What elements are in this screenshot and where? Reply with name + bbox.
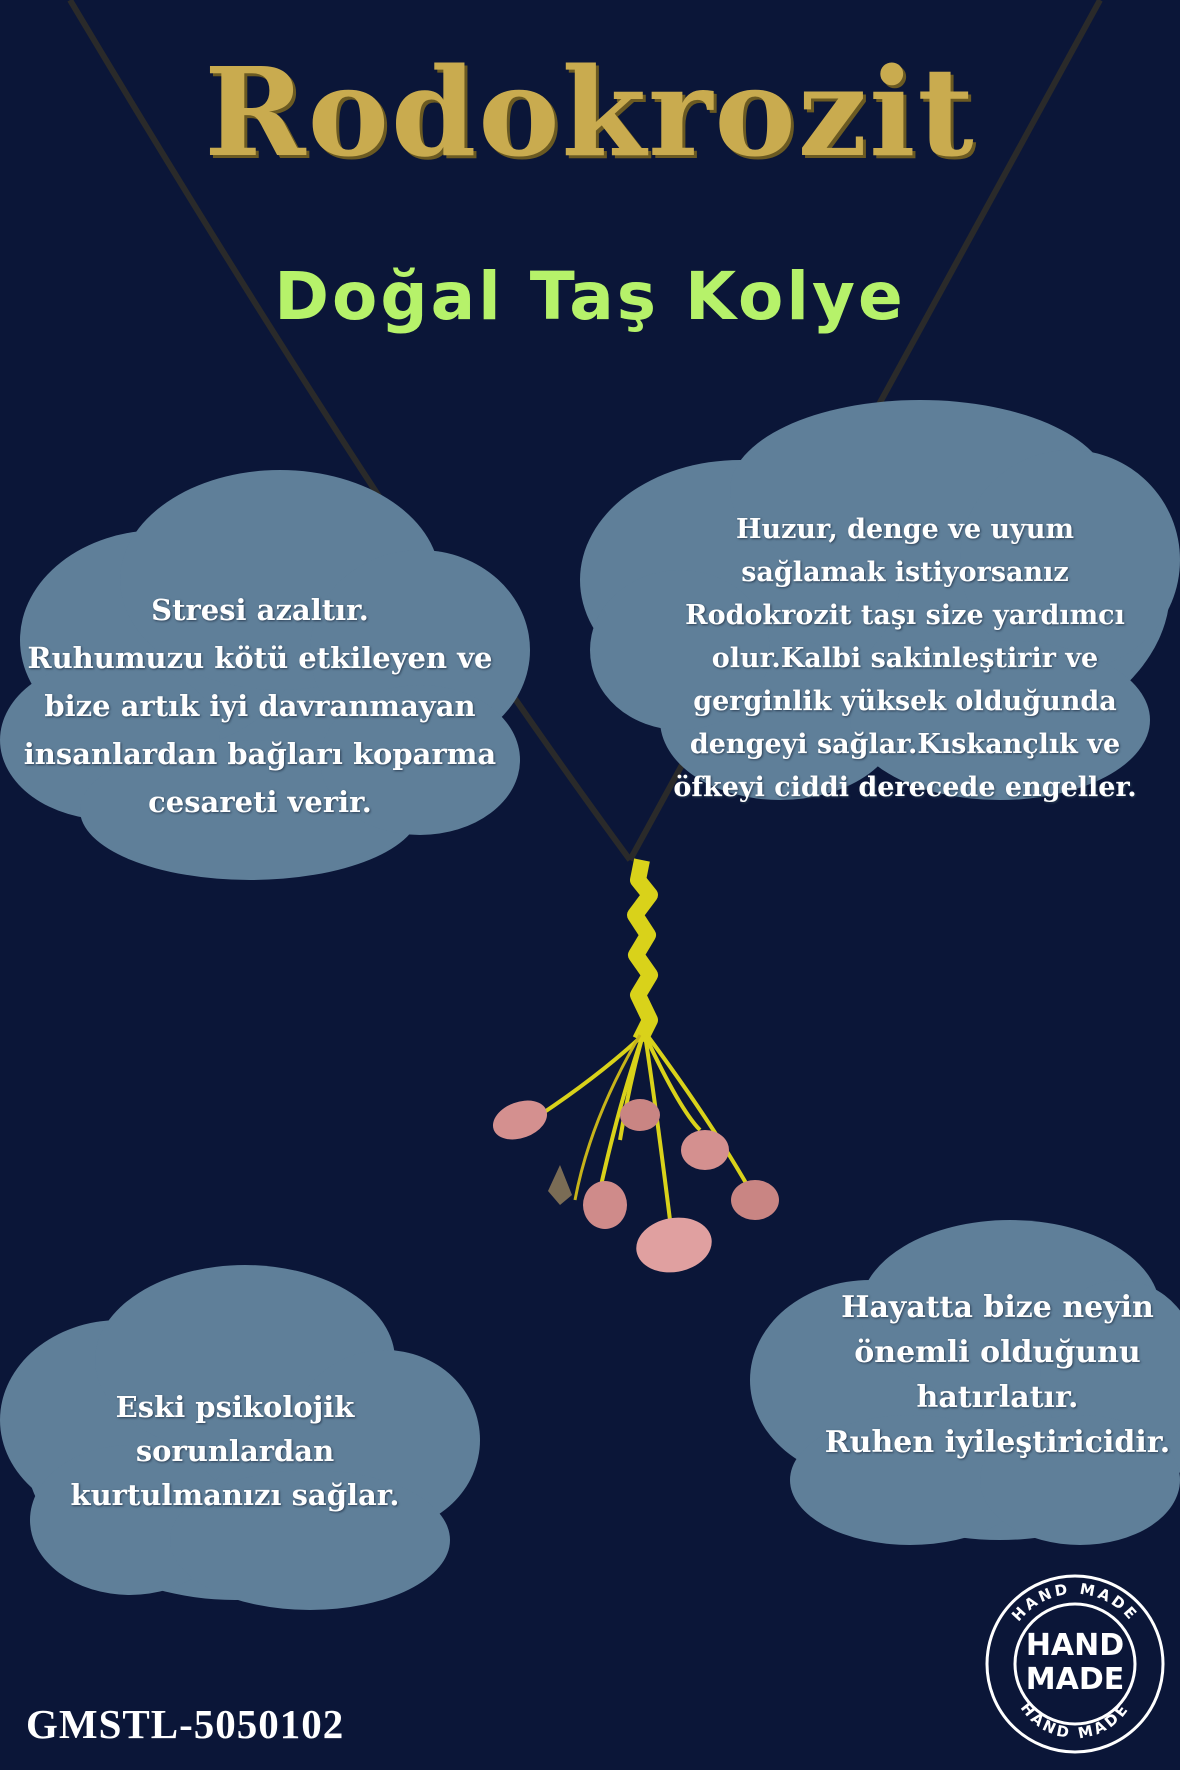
badge-line-2: MADE [1025, 1662, 1125, 1697]
badge-line-1: HAND [1025, 1628, 1125, 1663]
cloud-text-right-top: Huzur, denge ve uyum sağlamak istiyorsanız Rodokrozit taşı size yardımcı olur.Kalbi sakinleştirir ve gerginlik yüksek olduğunda dengeyi sağlar.Kıskançlık ve öfkeyi ciddi derecede engeller. [673, 514, 1137, 803]
svg-text:HAND MADE [1008, 1580, 1142, 1625]
hand-made-badge [983, 1572, 1167, 1756]
svg-text:HAND MADE [1017, 1699, 1133, 1742]
pendant [488, 860, 779, 1278]
badge-ring-text-top: HAND MADE [1008, 1579, 1142, 1625]
page-title: Rodokrozit [204, 40, 976, 184]
cloud-text-right-bottom: Hayatta bize neyin önemli olduğunu hatırlatır. Ruhen iyileştiricidir. [824, 1290, 1171, 1460]
badge-ring-text-bottom: HAND MADE [1016, 1698, 1134, 1743]
product-code: GMSTL-5050102 [26, 1701, 345, 1747]
cloud-text-left-bottom: Eski psikolojik sorunlardan kurtulmanızı sağlar. [70, 1390, 400, 1512]
cloud-text-left-top: Stresi azaltır. Ruhumuzu kötü etkileyen ve bize artık iyi davranmayan insanlardan bağları koparma cesareti verir. [23, 593, 497, 819]
page-subtitle: Doğal Taş Kolye [274, 258, 906, 335]
